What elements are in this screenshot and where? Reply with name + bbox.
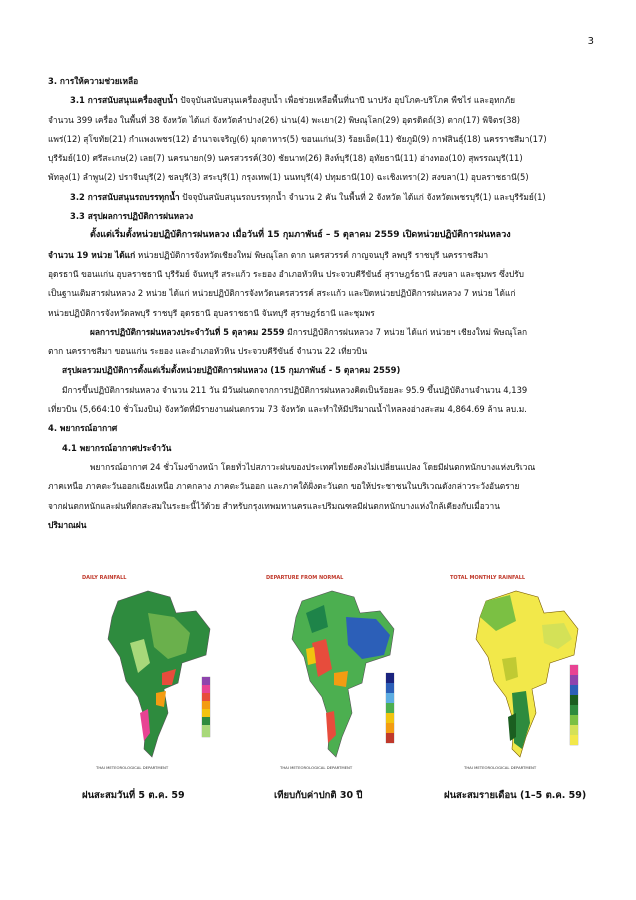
para-3-3-line-3: เป็นฐานเติมสารฝนหลวง 2 หน่วย ได้แก่ หน่วยปฏิบัติการจังหวัดนครสวรรค์ สระแก้ว และปิดหน่วยปฏิบัติการฝนหลวง 7 หน่วย ได้แก่ (48, 288, 516, 299)
forecast-line-2: ภาคเหนือ ภาคตะวันออกเฉียงเหนือ ภาคกลาง ภาคตะวันออก และภาคใต้ฝั่งตะวันตก ขอให้ประชาชนในบริเวณดังกล่าวระวังอันตราย (48, 481, 520, 492)
page-number: 3 (587, 36, 594, 47)
departure-map-image (262, 573, 430, 773)
summary-line-2: เที่ยวบิน (5,664:10 ชั่วโมงบิน) จังหวัดที่มีรายงานฝนตกรวม 73 จังหวัด และทำให้มีปริมาณน้ำไหลลงอ่างสะสม 4,864.69 ล้าน ลบ.ม. (48, 404, 527, 415)
daily-result-text: มีการปฏิบัติการฝนหลวง 7 หน่วย ได้แก่ หน่วยฯ เชียงใหม่ พิษณุโลก (284, 326, 528, 337)
summary-line-1: มีการขึ้นปฏิบัติการฝนหลวง จำนวน 211 วัน มีวันฝนตกจากการปฏิบัติการฝนหลวงคิดเป็นร้อยละ 95.9 ขึ้นปฏิบัติงานจำนวน 4,139 (62, 384, 528, 395)
daily-rainfall-title: DAILY RAINFALL (82, 575, 127, 581)
para-3-3-line-1 (48, 246, 596, 265)
document-body (48, 72, 596, 535)
para-3-1-label: 3.1 การสนับสนุนเครื่องสูบน้ำ (70, 95, 178, 106)
section-4-1-title: 4.1 พยากรณ์อากาศประจำวัน (62, 442, 172, 453)
para-3-1-text: ปัจจุบันสนับสนุนเครื่องสูบน้ำ เพื่อช่วยเหลือพื้นที่นาปี นาปรัง อุปโภค-บริโภค พืชไร่ และอุทกภัย (177, 95, 515, 106)
departure-from-normal-map (262, 573, 430, 773)
rainfall-figures (48, 573, 596, 813)
para-3-2-text: ปัจจุบันสนับสนุนรถบรรทุกน้ำ จำนวน 2 คัน ในพื้นที่ 2 จังหวัด ได้แก่ จังหวัดเพชรบุรี(1) และบุรีรัมย์(1) (179, 191, 546, 202)
rainfall-heading: ปริมาณฝน (48, 519, 87, 530)
para-3-1-line-2: จำนวน 399 เครื่อง ในพื้นที่ 38 จังหวัด ได้แก่ จังหวัดลำปาง(26) น่าน(4) พะเยา(2) พิษณุโลก(29) อุตรดิตถ์(3) ตาก(17) พิจิตร(38) (48, 114, 521, 125)
para-3-2 (48, 188, 596, 207)
para-3-3-units-bold: จำนวน 19 หน่วย ได้แก่ (48, 249, 136, 260)
daily-result-line-2: ตาก นครราชสีมา ขอนแก่น ระยอง และอำเภอหัวหิน ประจวบคีรีขันธ์ จำนวน 22 เที่ยวบิน (48, 346, 368, 357)
daily-result-line-1 (48, 323, 596, 342)
para-3-1-line-1 (48, 91, 596, 110)
daily-result-bold: ผลการปฏิบัติการฝนหลวงประจำวันที่ 5 ตุลาคม 2559 (90, 326, 285, 337)
para-3-2-label: 3.2 การสนับสนุนรถบรรทุกน้ำ (70, 191, 180, 202)
daily-rainfall-map-image (78, 573, 246, 773)
departure-caption: เทียบกับค่าปกติ 30 ปี (274, 790, 363, 801)
para-3-1-line-5: พัทลุง(1) ลำพูน(2) ปราจีนบุรี(2) ชลบุรี(3) สระบุรี(1) กรุงเทพ(1) นนทบุรี(4) ปทุมธานี(10) ฉะเชิงเทรา(2) สงขลา(1) อุบลราชธานี(5) (48, 172, 529, 183)
daily-rainfall-department: THAI METEOROLOGICAL DEPARTMENT (96, 765, 169, 770)
monthly-rainfall-department: THAI METEOROLOGICAL DEPARTMENT (464, 765, 537, 770)
forecast-line-1: พยากรณ์อากาศ 24 ชั่วโมงข้างหน้า โดยทั่วไปสภาวะฝนของประเทศไทยยังคงไม่เปลี่ยนแปลง โดยมีฝนตกหนักบางแห่งบริเวณ (90, 461, 536, 472)
section-3-title: 3. การให้ความช่วยเหลือ (48, 76, 139, 86)
para-3-1-line-3: แพร่(12) สุโขทัย(21) กำแพงเพชร(12) อำนาจเจริญ(6) มุกดาหาร(5) ขอนแก่น(3) ร้อยเอ็ด(11) ชัยภูมิ(9) กาฬสินธุ์(18) นครราชสีมา(17) (48, 133, 547, 144)
para-3-1-line-4: บุรีรัมย์(10) ศรีสะเกษ(2) เลย(7) นครนายก(9) นครสวรรค์(30) ชัยนาท(26) สิงห์บุรี(18) อุทัยธานี(11) อ่างทอง(10) สุพรรณบุรี(11) (48, 153, 523, 164)
summary-heading: สรุปผลรวมปฏิบัติการตั้งแต่เริ่มตั้งหน่วยปฏิบัติการฝนหลวง (15 กุมภาพันธ์ - 5 ตุลาคม 2559) (62, 365, 401, 376)
departure-map-department: THAI METEOROLOGICAL DEPARTMENT (280, 765, 353, 770)
para-3-3-label: 3.3 สรุปผลการปฏิบัติการฝนหลวง (70, 211, 194, 222)
daily-rainfall-map (78, 573, 246, 773)
monthly-rainfall-caption: ฝนสะสมรายเดือน (1–5 ต.ค. 59) (444, 790, 587, 801)
para-3-3-line-2: อุดรธานี ขอนแก่น อุบลราชธานี บุรีรัมย์ จันทบุรี สระแก้ว ระยอง อำเภอหัวหิน ประจวบคีรีขันธ์ สุราษฎร์ธานี สงขลา และชุมพร ซึ่งปรับ (48, 268, 524, 279)
section-4-title: 4. พยากรณ์อากาศ (48, 423, 118, 434)
para-3-3-line-4: หน่วยปฏิบัติการจังหวัดลพบุรี ราชบุรี อุดรธานี อุบลราชธานี จันทบุรี สุราษฎร์ธานี และชุมพร (48, 307, 375, 318)
forecast-line-3: จากฝนตกหนักและฝนที่ตกสะสมในระยะนี้ไว้ด้วย สำหรับกรุงเทพมหานครและปริมณฑลมีฝนตกหนักบางแห่งใกล้เคียงกับเมื่อวาน (48, 500, 500, 511)
departure-map-title: DEPARTURE FROM NORMAL (266, 575, 344, 581)
para-3-3-heading: ตั้งแต่เริ่มตั้งหน่วยปฏิบัติการฝนหลวง เมื่อวันที่ 15 กุมภาพันธ์ – 5 ตุลาคม 2559 เปิดหน่วยปฏิบัติการฝนหลวง (90, 230, 511, 241)
para-3-3-units-text: หน่วยปฏิบัติการจังหวัดเชียงใหม่ พิษณุโลก ตาก นครสวรรค์ กาญจนบุรี ลพบุรี ราชบุรี นครราชสีมา (135, 249, 489, 260)
monthly-rainfall-map (446, 573, 614, 773)
daily-rainfall-caption: ฝนสะสมวันที่ 5 ต.ค. 59 (82, 790, 185, 801)
monthly-rainfall-title: TOTAL MONTHLY RAINFALL (450, 575, 526, 581)
monthly-rainfall-map-image (446, 573, 614, 773)
